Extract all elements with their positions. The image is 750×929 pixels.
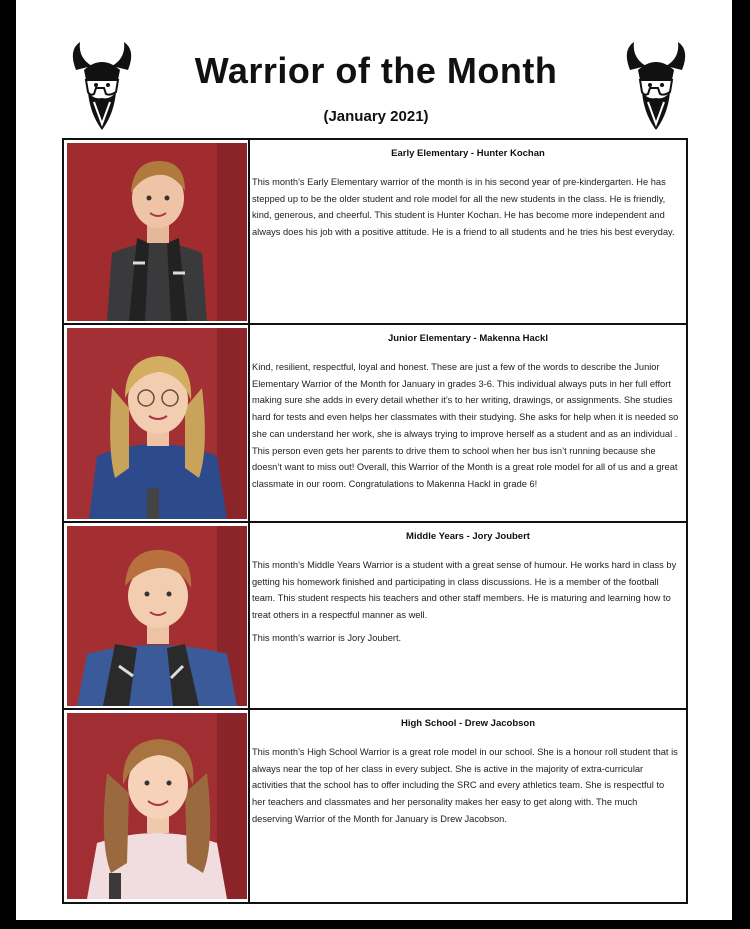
- viking-head-icon: [620, 40, 692, 132]
- student-photo: [67, 143, 247, 321]
- entry-row-early-elementary: [64, 140, 686, 325]
- entry-text-closing: This month’s warrior is Jory Joubert.: [252, 632, 402, 643]
- entry-body: [252, 359, 680, 499]
- student-photo: [67, 328, 247, 519]
- entry-heading: Middle Years - Jory Joubert: [406, 531, 530, 542]
- column-divider: [248, 140, 250, 323]
- entry-heading: Early Elementary - Hunter Kochan: [391, 148, 545, 159]
- viking-logo-left: [66, 40, 138, 132]
- entry-text: This month’s Middle Years Warrior is a student with a great sense of humour. He works hard in class by getting his homework finished and participating in class discussions. He is a member of the football team. This student respects his teachers and other staff members. He is maturing and learning how to treat others in a respectful manner as well.: [252, 560, 677, 621]
- newsletter-page: [16, 0, 732, 920]
- entry-heading: Junior Elementary - Makenna Hackl: [388, 333, 548, 344]
- student-photo: [67, 526, 247, 706]
- entry-row-high-school: [64, 710, 686, 902]
- entry-text: Kind, resilient, respectful, loyal and honest. These are just a few of the words to describe the Junior Elementary Warrior of the Month for January in grades 3-6. This individual always puts in her full effort making sure she adds in every detail whether it’s to her writing, drawings, or assignments. She studies hard for tests and even helps her classmates with their studying. She asks for help when it is needed so she can understand her work, she is always trying to improve herself as a student and as an individual . This person even gets her parents to drive them to school when her bus isn’t running because she doesn’t want to miss out! Overall, this Warrior of the Month is a great role model for all of us and a great classmate in our room. Congratulations to Makenna Hackl in grade 6!: [252, 362, 679, 489]
- viking-logo-right: [620, 40, 692, 132]
- entry-body: [252, 557, 680, 653]
- column-divider: [248, 523, 250, 708]
- student-photo: [67, 713, 247, 899]
- page-subtitle: (January 2021): [323, 108, 429, 125]
- page-title: Warrior of the Month: [194, 50, 558, 91]
- entry-body: [252, 744, 680, 834]
- warriors-table: [62, 138, 688, 904]
- entry-body: [252, 174, 680, 247]
- column-divider: [248, 710, 250, 902]
- column-divider: [248, 325, 250, 521]
- viking-head-icon: [66, 40, 138, 132]
- entry-row-middle-years: [64, 523, 686, 710]
- entry-text: This month’s High School Warrior is a great role model in our school. She is a honour roll student that is always near the top of her class in every subject. She is active in the majority of extra-curricular activities that the school has to offer including the SRC and every athletics team. She is respectful to her teachers and classmates and her personality makes her easy to get along with. The much deserving Warrior of the Month for January is Drew Jacobson.: [252, 747, 678, 824]
- entry-row-junior-elementary: [64, 325, 686, 523]
- entry-text: This month’s Early Elementary warrior of the month is in his second year of pre-kindergarten. He has stepped up to be the older student and role model for all the new students in the class. He is friendly, kind, generous, and cheerful. This student is Hunter Kochan. He has become more independent and always does his job with a positive attitude. He is a friend to all students and he tries his best everyday.: [252, 177, 675, 238]
- entry-heading: High School - Drew Jacobson: [400, 718, 536, 729]
